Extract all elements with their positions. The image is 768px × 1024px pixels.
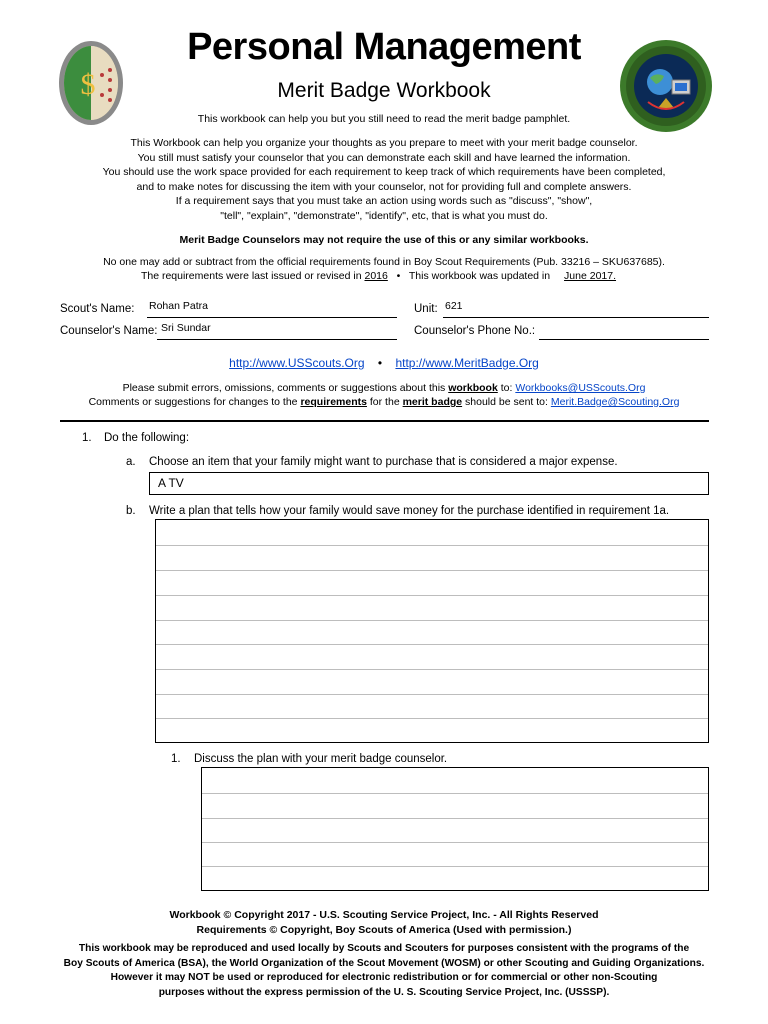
submit-text: should be sent to: bbox=[465, 396, 548, 408]
merit-badge-email-link[interactable]: Merit.Badge@Scouting.Org bbox=[550, 396, 680, 408]
page-subtitle: Merit Badge Workbook bbox=[277, 79, 491, 102]
req-1b-number: b. bbox=[126, 505, 136, 517]
req-1a-number: a. bbox=[126, 456, 136, 468]
issued-line bbox=[0, 269, 768, 284]
submit-line-2 bbox=[0, 395, 768, 410]
intro-text: You should use the work space provided for each requirement to keep track of which requirements have been completed, bbox=[102, 166, 666, 178]
usage-notice bbox=[0, 942, 768, 1000]
counselor-name-value: Sri Sundar bbox=[161, 322, 211, 334]
divider bbox=[60, 420, 709, 422]
ruled-line bbox=[156, 694, 708, 695]
counselor-name-field[interactable] bbox=[157, 322, 397, 340]
submit-line-1 bbox=[0, 381, 768, 396]
workbooks-email-link[interactable]: Workbooks@USScouts.Org bbox=[515, 382, 646, 394]
merit-badge-word: merit badge bbox=[402, 396, 463, 408]
req-1-number: 1. bbox=[82, 432, 92, 444]
copyright-line: Workbook © Copyright 2017 - U.S. Scouting Service Project, Inc. - All Rights Reserved bbox=[169, 909, 599, 921]
requirements-word: requirements bbox=[300, 396, 367, 408]
intro-text: This Workbook can help you organize your thoughts as you prepare to meet with your merit badge counselor. bbox=[130, 137, 638, 149]
bullet: • bbox=[377, 356, 383, 370]
scout-name-label: Scout's Name: bbox=[60, 303, 135, 315]
issued-year: 2016 bbox=[364, 270, 388, 282]
intro-text: "tell", "explain", "demonstrate", "identify", etc, that is what you must do. bbox=[220, 209, 548, 222]
req-1b-text: Write a plan that tells how your family would save money for the purchase identified in requirement 1a. bbox=[149, 505, 670, 517]
ruled-line bbox=[156, 545, 708, 546]
req-1a-text: Choose an item that your family might want to purchase that is considered a major expense. bbox=[149, 456, 618, 468]
no-one-notice: No one may add or subtract from the official requirements found in Boy Scout Requirements (Pub. 33216 – SKU637685). bbox=[103, 256, 665, 268]
counselor-phone-label: Counselor's Phone No.: bbox=[414, 325, 536, 337]
ruled-line bbox=[202, 818, 708, 819]
req-1a-answer-box[interactable] bbox=[149, 472, 709, 495]
meritbadge-link[interactable]: http://www.MeritBadge.Org bbox=[395, 356, 539, 370]
page-title: Personal Management bbox=[187, 26, 581, 68]
scout-name-field[interactable] bbox=[147, 300, 397, 318]
counselor-warning: Merit Badge Counselors may not require the use of this or any similar workbooks. bbox=[179, 234, 589, 246]
unit-label: Unit: bbox=[414, 303, 438, 315]
notice-line: purposes without the express permission of the U. S. Scouting Service Project, Inc. (USSSP). bbox=[158, 986, 610, 998]
ruled-line bbox=[156, 570, 708, 571]
req-1a-answer: A TV bbox=[158, 476, 184, 490]
links-row bbox=[0, 356, 768, 370]
copyright-line: Requirements © Copyright, Boy Scouts of America (Used with permission.) bbox=[196, 923, 572, 936]
copyright-block bbox=[0, 908, 768, 937]
notice-line: This workbook may be reproduced and used locally by Scouts and Scouters for purposes consistent with the programs of the bbox=[78, 943, 690, 954]
ruled-line bbox=[156, 644, 708, 645]
workbook-word: workbook bbox=[448, 382, 498, 394]
ruled-line bbox=[202, 842, 708, 843]
unit-value: 621 bbox=[445, 300, 463, 312]
issued-prefix: The requirements were last issued or revised in bbox=[140, 270, 362, 282]
req-1b1-text: Discuss the plan with your merit badge counselor. bbox=[194, 753, 448, 765]
counselor-name-label: Counselor's Name: bbox=[60, 325, 158, 337]
intro-paragraph bbox=[0, 136, 768, 223]
ruled-line bbox=[156, 620, 708, 621]
notice-line: Boy Scouts of America (BSA), the World Organization of the Scout Movement (WOSM) or other Scouting and Guiding Organizations. bbox=[63, 957, 705, 969]
req-1-text: Do the following: bbox=[104, 432, 190, 444]
counselor-phone-field[interactable] bbox=[539, 325, 709, 340]
updated-prefix: This workbook was updated in bbox=[408, 270, 551, 282]
submit-text: Comments or suggestions for changes to the bbox=[88, 396, 298, 408]
req-1b-answer-box[interactable] bbox=[155, 519, 709, 743]
ruled-line bbox=[156, 669, 708, 670]
svg-text:$: $ bbox=[80, 68, 96, 101]
usscouts-link[interactable]: http://www.USScouts.Org bbox=[229, 356, 365, 370]
intro-text: and to make notes for discussing the item with your counselor, not for providing full and complete answers. bbox=[136, 180, 632, 193]
ruled-line bbox=[156, 595, 708, 596]
req-1b1-number: 1. bbox=[171, 753, 181, 765]
req-1b1-answer-box[interactable] bbox=[201, 767, 709, 891]
bullet: • bbox=[396, 270, 401, 282]
submit-text: to: bbox=[500, 382, 513, 394]
unit-field[interactable] bbox=[443, 300, 709, 318]
ruled-line bbox=[156, 718, 708, 719]
updated-date: June 2017. bbox=[564, 270, 617, 282]
scout-name-value: Rohan Patra bbox=[149, 300, 208, 312]
ruled-line bbox=[202, 793, 708, 794]
submit-text: for the bbox=[369, 396, 400, 408]
intro-line: This workbook can help you but you still need to read the merit badge pamphlet. bbox=[197, 113, 571, 125]
notice-line: However it may NOT be used or reproduced for electronic redistribution or for commercial or other non-Scouting bbox=[110, 972, 658, 983]
intro-text: If a requirement says that you must take an action using words such as "discuss", "show", bbox=[175, 195, 593, 207]
intro-text: You still must satisfy your counselor that you can demonstrate each skill and have learned the information. bbox=[137, 151, 631, 164]
ruled-line bbox=[202, 866, 708, 867]
submit-text: Please submit errors, omissions, comments or suggestions about this bbox=[122, 382, 446, 394]
